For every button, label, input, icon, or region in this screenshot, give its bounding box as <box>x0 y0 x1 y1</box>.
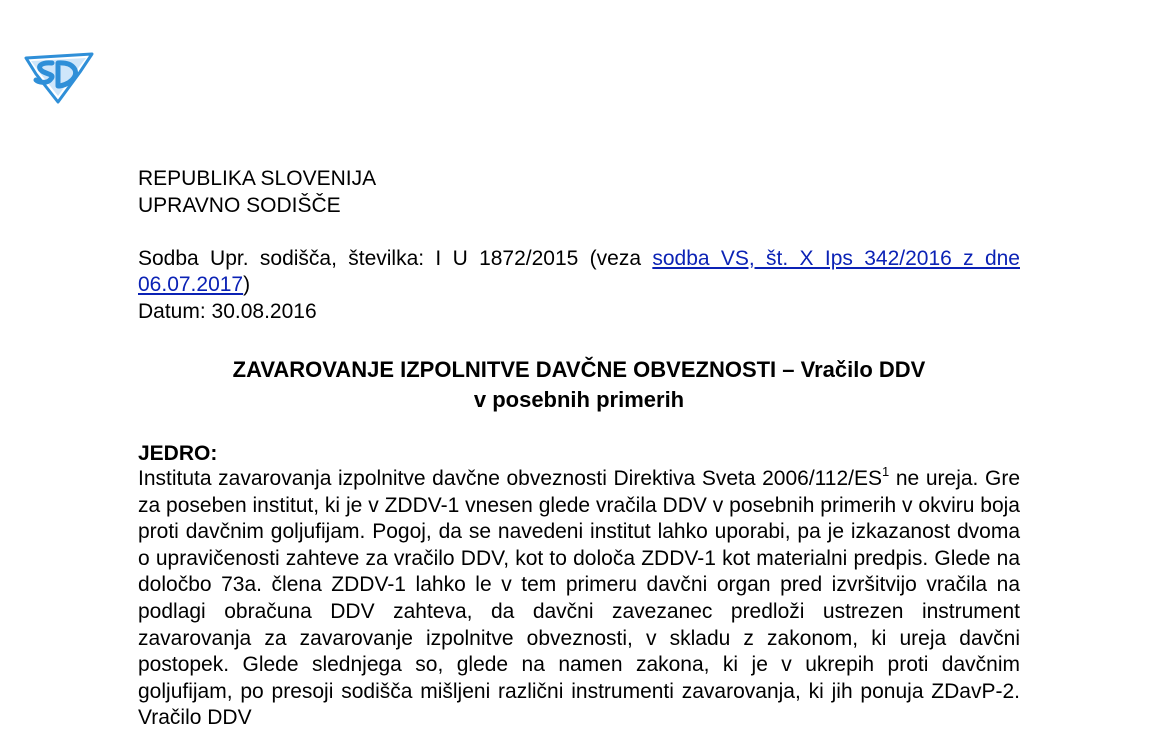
ruling-prefix: Sodba Upr. sodišča, številka: I U 1872/2015 (veza <box>138 247 653 270</box>
jedro-paragraph <box>138 466 1020 732</box>
jedro-heading: JEDRO: <box>138 442 218 465</box>
ruling-reference <box>138 246 1020 298</box>
jedro-text-start: Instituta zavarovanja izpolnitve davčne obveznosti Direktiva Sveta 2006/112/ES <box>138 467 883 490</box>
footnote-marker[interactable]: 1 <box>882 464 890 479</box>
title-line-2: v posebnih primerih <box>473 387 685 412</box>
court-logo <box>22 50 96 104</box>
header-court: UPRAVNO SODIŠČE <box>138 194 341 217</box>
ruling-date: Datum: 30.08.2016 <box>138 300 317 323</box>
title-line-1: ZAVAROVANJE IZPOLNITVE DAVČNE OBVEZNOSTI – Vračilo DDV <box>232 357 926 382</box>
jedro-text-rest: ne ureja. Gre za poseben institut, ki je v ZDDV-1 vnesen glede vračila DDV v posebnih primerih v okviru boja proti davčnim goljufijam. Pogoj, da se navedeni institut lahko uporabi, pa je izkazanost dvoma o upravičenosti zahteve za vračilo DDV, kot to določa ZDDV-1 kot materialni predpis. Glede na določbo 73a. člena ZDDV-1 lahko le v tem primeru davčni organ pred izvršitvijo vračila na podlagi obračuna DDV zahteva, da davčni zavezanec predloži ustrezen instrument zavarovanja za zavarovanje izpolnitve obveznosti, v skladu z zakonom, ki ureja davčni postopek. Glede slednjega so, glede na namen zakona, ki je v ukrepih proti davčnim goljufijam, po presoji sodišča mišljeni različni instrumenti zavarovanja, ki jih ponuja ZDavP-2. Vračilo DDV <box>138 467 1020 730</box>
document-title <box>138 355 1020 415</box>
header-republika: REPUBLIKA SLOVENIJA <box>138 167 377 190</box>
ruling-suffix: ) <box>243 273 251 296</box>
related-ruling-link[interactable]: sodba VS, št. X Ips 342/2016 z dne 06.07.2017 <box>138 247 1020 296</box>
